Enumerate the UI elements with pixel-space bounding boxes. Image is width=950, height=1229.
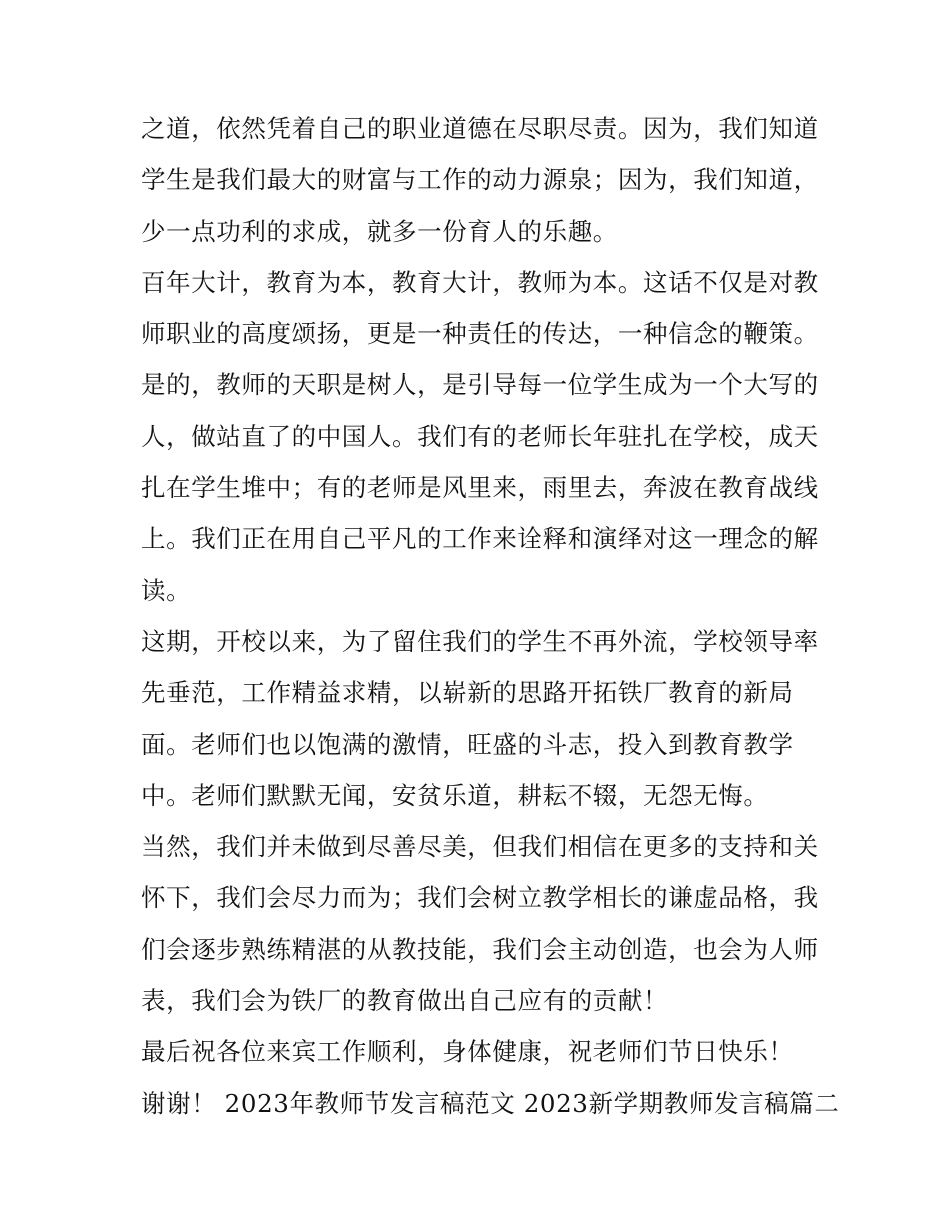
text-line: 面。老师们也以饱满的激情，旺盛的斗志，投入到教育教学 [141,729,794,759]
text-line: 先垂范，工作精益求精，以崭新的思路开拓铁厂教育的新局 [141,678,794,708]
text-line: 上。我们正在用自己平凡的工作来诠释和演绎对这一理念的解 [141,524,819,554]
text-line: 读。 [141,575,192,605]
text-line: 这期，开校以来，为了留住我们的学生不再外流，学校领导率 [141,626,819,656]
document-body [141,103,840,1129]
text-line: 表，我们会为铁厂的教育做出自己应有的贡献！ [141,986,669,1016]
text-line: 中。老师们默默无闻，安贫乐道，耕耘不辍，无怨无悔。 [141,780,769,810]
text-line: 百年大计，教育为本，教育大计，教师为本。这话不仅是对教 [141,267,819,297]
text-line: 怀下，我们会尽力而为；我们会树立教学相长的谦虚品格，我 [141,883,819,913]
text-line: 是的，教师的天职是树人，是引导每一位学生成为一个大写的 [141,370,819,400]
text-line: 当然，我们并未做到尽善尽美，但我们相信在更多的支持和关 [141,832,819,862]
text-line: 人，做站直了的中国人。我们有的老师长年驻扎在学校，成天 [141,421,819,451]
text-line: 扎在学生堆中；有的老师是风里来，雨里去，奔波在教育战线 [141,473,819,503]
text-line: 谢谢！ 2023年教师节发言稿范文 2023新学期教师发言稿篇二 [141,1088,840,1118]
text-line: 学生是我们最大的财富与工作的动力源泉；因为，我们知道， [141,165,819,195]
text-line: 最后祝各位来宾工作顺利，身体健康，祝老师们节日快乐！ [141,1037,794,1067]
text-line: 们会逐步熟练精湛的从教技能，我们会主动创造，也会为人师 [141,934,819,964]
text-line: 之道，依然凭着自己的职业道德在尽职尽责。因为，我们知道 [141,114,819,143]
text-line: 少一点功利的求成，就多一份育人的乐趣。 [141,216,618,246]
text-line: 师职业的高度颂扬，更是一种责任的传达，一种信念的鞭策。 [141,319,819,349]
